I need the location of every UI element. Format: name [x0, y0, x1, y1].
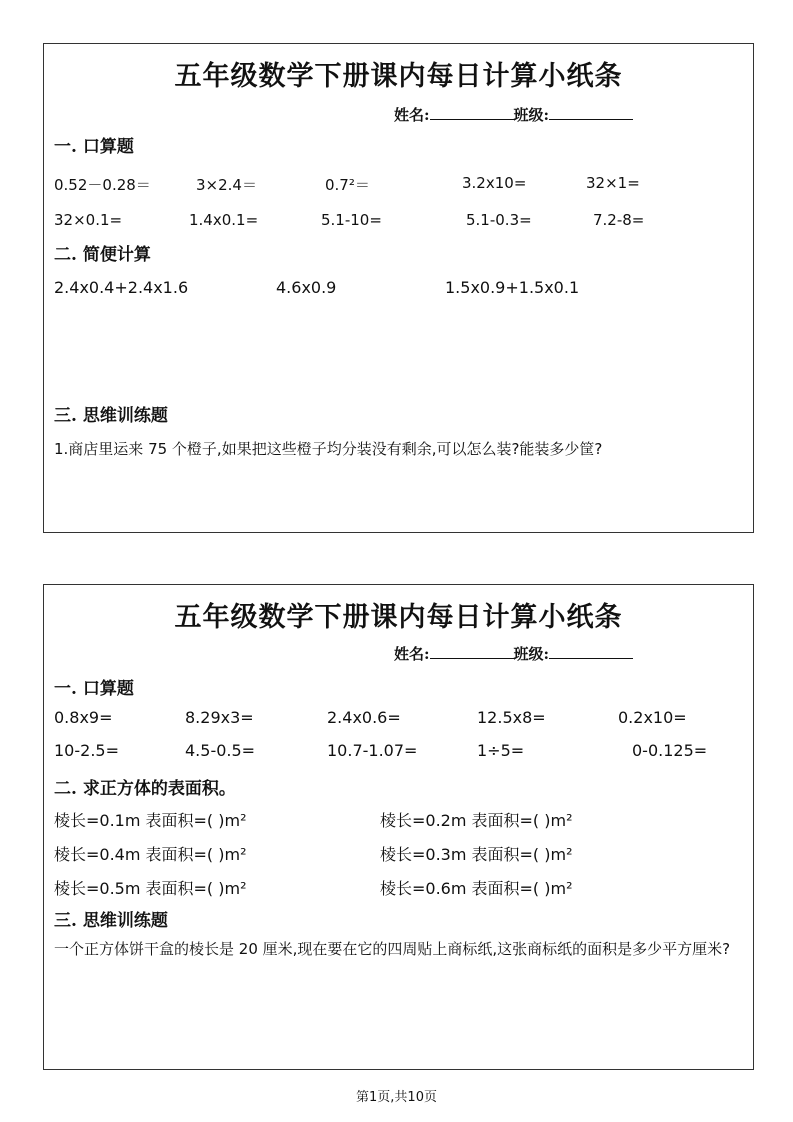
word-problem: 1.商店里运来 75 个橙子,如果把这些橙子均分装没有剩余,可以怎么装?能装多少筐? [54, 440, 603, 458]
cube-question: 棱长=0.6m 表面积=( )m² [380, 879, 573, 898]
oral-question: 32×0.1= [54, 211, 123, 229]
class-label: 班级: [513, 645, 550, 663]
section-thinking: 三. 思维训练题 [54, 911, 168, 931]
oral-question: 0.52－0.28＝ [54, 176, 151, 194]
worksheet-title: 五年级数学下册课内每日计算小纸条 [174, 61, 623, 92]
oral-question: 0.7²＝ [325, 176, 370, 194]
worksheet-title: 五年级数学下册课内每日计算小纸条 [174, 602, 623, 633]
oral-question: 3.2x10= [462, 174, 527, 192]
word-problem: 一个正方体饼干盒的棱长是 20 厘米,现在要在它的四周贴上商标纸,这张商标纸的面积是多少平方厘米? [54, 940, 731, 958]
section-thinking: 三. 思维训练题 [54, 406, 168, 426]
cube-question: 棱长=0.4m 表面积=( )m² [54, 845, 247, 864]
oral-question: 7.2-8= [593, 211, 645, 229]
section-simplify: 二. 简便计算 [54, 245, 151, 265]
oral-question: 12.5x8= [477, 708, 546, 727]
cube-question: 棱长=0.1m 表面积=( )m² [54, 811, 247, 830]
cube-question: 棱长=0.2m 表面积=( )m² [380, 811, 573, 830]
name-label: 姓名: [394, 645, 430, 663]
oral-question: 5.1-10= [321, 211, 382, 229]
class-blank[interactable] [549, 105, 633, 120]
section-oral-calc: 一. 口算题 [54, 679, 134, 699]
name-class-row [394, 104, 633, 125]
cube-question: 棱长=0.5m 表面积=( )m² [54, 879, 247, 898]
oral-question: 0-0.125= [632, 741, 708, 760]
oral-question: 10.7-1.07= [327, 741, 418, 760]
oral-question: 10-2.5= [54, 741, 119, 760]
name-blank[interactable] [430, 644, 514, 659]
section-cube-area: 二. 求正方体的表面积。 [54, 779, 236, 799]
oral-question: 5.1-0.3= [466, 211, 532, 229]
worksheet-card-2 [43, 584, 754, 1070]
simplify-question: 1.5x0.9+1.5x0.1 [445, 278, 580, 297]
oral-question: 32×1= [586, 174, 640, 192]
oral-question: 0.2x10= [618, 708, 687, 727]
page-footer: 第1页,共10页 [356, 1090, 437, 1105]
simplify-question: 2.4x0.4+2.4x1.6 [54, 278, 189, 297]
oral-question: 1÷5= [477, 741, 525, 760]
name-label: 姓名: [394, 106, 430, 124]
class-label: 班级: [513, 106, 550, 124]
oral-question: 8.29x3= [185, 708, 254, 727]
class-blank[interactable] [549, 644, 633, 659]
oral-question: 4.5-0.5= [185, 741, 256, 760]
worksheet-card-1 [43, 43, 754, 533]
oral-question: 2.4x0.6= [327, 708, 401, 727]
simplify-question: 4.6x0.9 [276, 278, 337, 297]
oral-question: 1.4x0.1= [189, 211, 259, 229]
oral-question: 3×2.4＝ [196, 176, 257, 194]
cube-question: 棱长=0.3m 表面积=( )m² [380, 845, 573, 864]
name-blank[interactable] [430, 105, 514, 120]
section-oral-calc: 一. 口算题 [54, 137, 134, 157]
oral-question: 0.8x9= [54, 708, 113, 727]
name-class-row [394, 643, 633, 664]
